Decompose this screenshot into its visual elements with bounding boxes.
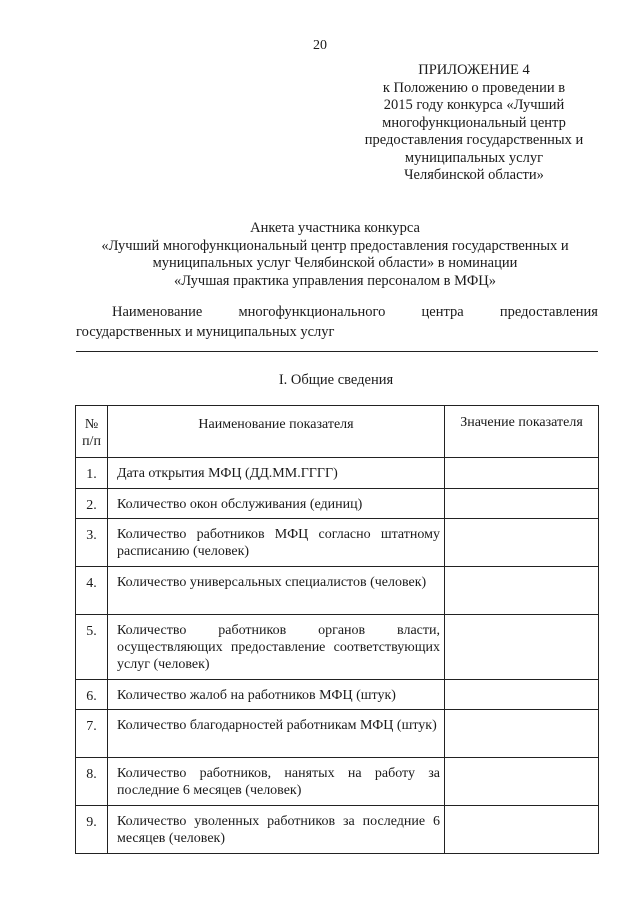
row-number: 4. [76,567,108,615]
indicators-table [75,405,599,854]
table-row [76,489,599,519]
row-indicator-name: Количество окон обслуживания (единиц) [108,489,445,519]
appendix-line: Челябинской области» [404,167,544,183]
naming-input-line[interactable] [76,351,598,352]
table-row [76,806,599,854]
row-value-cell[interactable] [445,458,599,489]
page-number: 20 [313,38,327,53]
row-number: 9. [76,806,108,854]
row-number: 2. [76,489,108,519]
row-indicator-name: Количество жалоб на работников МФЦ (штук) [108,680,445,710]
form-title-line: «Лучшая практика управления персоналом в МФЦ» [173,272,497,289]
naming-label-line2: государственных и муниципальных услуг [76,324,335,340]
table-row [76,615,599,680]
row-number: 5. [76,615,108,680]
naming-word: предоставления [499,304,598,320]
appendix-line: предоставления государственных и [364,132,584,148]
row-indicator-name: Количество благодарностей работникам МФЦ (штук) [108,710,445,758]
row-value-cell[interactable] [445,615,599,680]
row-number: 8. [76,758,108,806]
row-value-cell[interactable] [445,567,599,615]
row-value-cell[interactable] [445,489,599,519]
row-value-cell[interactable] [445,806,599,854]
appendix-title: ПРИЛОЖЕНИЕ 4 [418,62,530,78]
appendix-line: многофункциональный центр [382,114,566,131]
form-title [60,220,610,290]
row-value-cell[interactable] [445,758,599,806]
appendix-line: муниципальных услуг [404,149,544,166]
naming-word: центра [421,304,464,320]
naming-word: Наименование [112,304,203,320]
header-indicator-name: Наименование показателя [108,406,445,458]
table-row [76,710,599,758]
row-value-cell[interactable] [445,519,599,567]
row-indicator-name: Количество уволенных работников за последние 6 месяцев (человек) [108,806,445,854]
row-value-cell[interactable] [445,680,599,710]
appendix-line: к Положению о проведении в [382,79,566,96]
table-row [76,458,599,489]
table-row [76,680,599,710]
row-number: 6. [76,680,108,710]
form-title-line: Анкета участника конкурса [250,220,420,236]
header-number: № п/п [76,406,108,458]
table-row [76,519,599,567]
row-number: 7. [76,710,108,758]
row-indicator-name: Количество работников органов власти, осуществляющих предоставление соответствующих услуг (человек) [108,615,445,680]
row-indicator-name: Количество работников, нанятых на работу за последние 6 месяцев (человек) [108,758,445,806]
row-indicator-name: Дата открытия МФЦ (ДД.ММ.ГГГГ) [108,458,445,489]
appendix-block [350,62,598,185]
row-number: 1. [76,458,108,489]
table-row [76,567,599,615]
header-indicator-value: Значение показателя [445,406,599,458]
table-header-row [76,406,599,458]
form-title-line: муниципальных услуг Челябинской области» в номинации [152,255,518,271]
row-value-cell[interactable] [445,710,599,758]
row-indicator-name: Количество универсальных специалистов (человек) [108,567,445,615]
row-number: 3. [76,519,108,567]
section-title: I. Общие сведения [278,372,394,388]
naming-label-line1 [76,302,598,322]
appendix-line: 2015 году конкурса «Лучший [383,97,565,113]
form-title-line: «Лучший многофункциональный центр предоставления государственных и [101,237,569,254]
table-row [76,758,599,806]
naming-word: многофункционального [238,304,386,320]
row-indicator-name: Количество работников МФЦ согласно штатному расписанию (человек) [108,519,445,567]
mfc-naming-field [76,302,598,342]
